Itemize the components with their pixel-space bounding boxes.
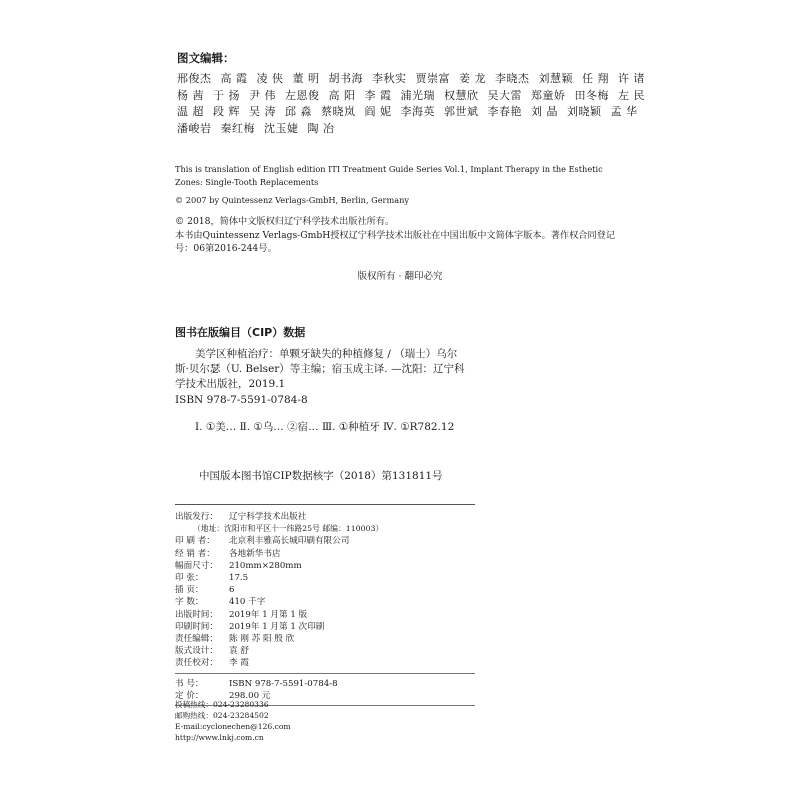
detail-value: 2019年 1 月第 1 版 <box>229 609 308 620</box>
editor-name: 尹 伟 <box>249 88 276 102</box>
detail-row <box>175 609 475 621</box>
editor-name: 孟 华 <box>610 105 638 119</box>
editor-name: 杨 茜 <box>177 88 204 102</box>
copyright-original: © 2007 by Quintessenz Verlags-GmbH, Berlin, Germany <box>175 195 410 205</box>
translation-note: This is translation of English edition ITI Treatment Guide Series Vol.1, Implant Therapy in the Esthetic Zones: Single-Tooth Replacements <box>175 164 603 187</box>
detail-value: 李 霞 <box>229 658 249 669</box>
editor-name: 高 霞 <box>220 72 248 85</box>
cip-title: 图书在版编目（CIP）数据 <box>175 326 306 339</box>
editor-name: 潘峻岩 <box>177 122 212 136</box>
editors-row <box>177 71 645 88</box>
detail-label: 幅面尺寸： <box>175 560 218 571</box>
detail-label: 印 张： <box>175 573 204 584</box>
detail-value: 袁 舒 <box>229 646 249 657</box>
price-value: 298.00 元 <box>229 690 271 701</box>
detail-row <box>175 633 475 645</box>
detail-label: 责任校对： <box>175 658 218 669</box>
detail-row <box>175 621 475 633</box>
detail-value: 17.5 <box>229 573 249 584</box>
editor-name: 邢俊杰 <box>177 72 212 85</box>
editor-name: 李秋实 <box>372 72 407 85</box>
detail-label: 经 销 者： <box>175 548 215 559</box>
editor-name: 刘晓颖 <box>567 105 602 119</box>
editor-name: 浦光瑞 <box>400 88 435 102</box>
editors-row <box>177 104 638 121</box>
editor-name: 姜 龙 <box>459 72 486 85</box>
cip-description: 美学区种植治疗：单颗牙缺失的种植修复 / （瑞士）乌尔斯·贝尔瑟（U. Belser）等主编；宿玉成主译. —沈阳：辽宁科学技术出版社，2019.1 <box>175 348 465 390</box>
detail-label: 字 数： <box>175 597 204 608</box>
editors-row <box>177 88 645 105</box>
detail-row <box>175 645 475 657</box>
detail-row <box>175 657 475 669</box>
editor-name: 贾崇富 <box>415 72 450 85</box>
editor-name: 权慧欣 <box>444 88 479 102</box>
editor-name: 李春艳 <box>487 105 522 119</box>
detail-value: 2019年 1 月第 1 次印刷 <box>229 621 325 632</box>
detail-value: 北京利丰雅高长城印刷有限公司 <box>229 536 350 547</box>
editor-name: 秦红梅 <box>220 122 255 136</box>
editor-name: 左 民 <box>618 88 645 102</box>
contact-info <box>175 699 291 743</box>
detail-value: 6 <box>229 585 235 596</box>
detail-value: 陈 刚 苏 阳 殷 欣 <box>229 634 295 645</box>
cip-isbn: ISBN 978-7-5591-0784-8 <box>175 394 308 406</box>
editor-name: 左恩俊 <box>285 88 320 102</box>
editor-name: 田冬梅 <box>574 88 609 102</box>
editor-name: 郑童娇 <box>531 88 566 102</box>
detail-row <box>175 548 475 560</box>
editor-name: 凌 侠 <box>256 72 284 85</box>
detail-label: 印 刷 者： <box>175 536 215 547</box>
detail-row <box>175 572 475 584</box>
editor-name: 李晓杰 <box>495 72 530 85</box>
editor-name: 邱 淼 <box>285 105 312 119</box>
detail-value: 各地新华书店 <box>229 548 281 559</box>
detail-row <box>175 584 475 596</box>
editor-name: 蔡晓岚 <box>321 105 356 119</box>
publication-details <box>175 511 475 710</box>
publisher-label: 出版发行： <box>175 512 218 522</box>
detail-row <box>175 535 475 547</box>
editors-list <box>177 71 645 138</box>
publisher-row <box>175 511 475 523</box>
book-number-row <box>175 678 475 690</box>
detail-value: 210mm×280mm <box>229 560 302 571</box>
rights-reserved: 版权所有 · 翻印必究 <box>357 271 443 282</box>
detail-label: 责任编辑： <box>175 634 218 645</box>
editor-name: 李海英 <box>400 105 435 119</box>
copyright-chinese <box>175 215 620 256</box>
divider <box>175 504 475 505</box>
editor-name: 刘慧颖 <box>538 72 573 85</box>
editor-name: 高 阳 <box>328 88 356 102</box>
editor-name: 温 超 <box>177 105 204 119</box>
editors-row <box>177 121 627 138</box>
cip-number: 中国版本图书馆CIP数据核字（2018）第131811号 <box>199 470 443 482</box>
editors-title: 图文编辑： <box>177 51 235 65</box>
detail-label: 版式设计： <box>175 646 218 657</box>
submission-hotline: 投稿热线：024-23280336 <box>175 700 269 709</box>
editor-name: 段 辉 <box>213 105 240 119</box>
detail-row <box>175 560 475 572</box>
editor-name: 于 扬 <box>213 88 240 102</box>
email-address: E-mail:cyclonechen@126.com <box>175 722 291 731</box>
divider <box>175 673 475 674</box>
editor-name: 胡书海 <box>328 72 363 85</box>
price-label: 定 价： <box>175 690 204 701</box>
editor-name: 吴 涛 <box>249 105 276 119</box>
editor-name: 阎 妮 <box>364 105 392 119</box>
license-statement: 本书由Quintessenz Verlags-GmbH授权辽宁科学技术出版社在中国出版中文简体字版本。著作权合同登记号：06第2016-244号。 <box>175 229 616 254</box>
detail-row <box>175 596 475 608</box>
copyright-line: © 2018，简体中文版权归辽宁科学技术出版社所有。 <box>175 216 395 227</box>
publisher-address: （地址：沈阳市和平区十一纬路25号 邮编：110003） <box>193 524 384 534</box>
website-link: http://www.lnkj.com.cn <box>175 733 264 742</box>
detail-label: 出版时间： <box>175 609 218 620</box>
editor-name: 沈玉婕 <box>264 122 299 136</box>
book-number-label: 书 号： <box>175 678 204 689</box>
editor-name: 许 诸 <box>618 72 645 85</box>
detail-value: 410 千字 <box>229 597 266 608</box>
detail-label: 印刷时间： <box>175 621 218 632</box>
editor-name: 任 翔 <box>582 72 609 85</box>
editor-name: 陶 冶 <box>307 122 335 136</box>
mail-order-hotline: 邮购热线：024-23284502 <box>175 711 269 720</box>
detail-label: 插 页： <box>175 585 204 596</box>
editor-name: 郭世斌 <box>444 105 479 119</box>
publisher-value: 辽宁科学技术出版社 <box>229 512 307 522</box>
editor-name: 吴大雷 <box>487 88 522 102</box>
editor-name: 李 霞 <box>364 88 392 102</box>
editor-name: 董 明 <box>292 72 320 85</box>
editor-name: 刘 晶 <box>531 105 558 119</box>
cip-classification: Ⅰ. ①美… Ⅱ. ①乌… ②宿… Ⅲ. ①种植牙 Ⅳ. ①R782.12 <box>195 421 455 433</box>
book-number-value: ISBN 978-7-5591-0784-8 <box>229 678 338 689</box>
